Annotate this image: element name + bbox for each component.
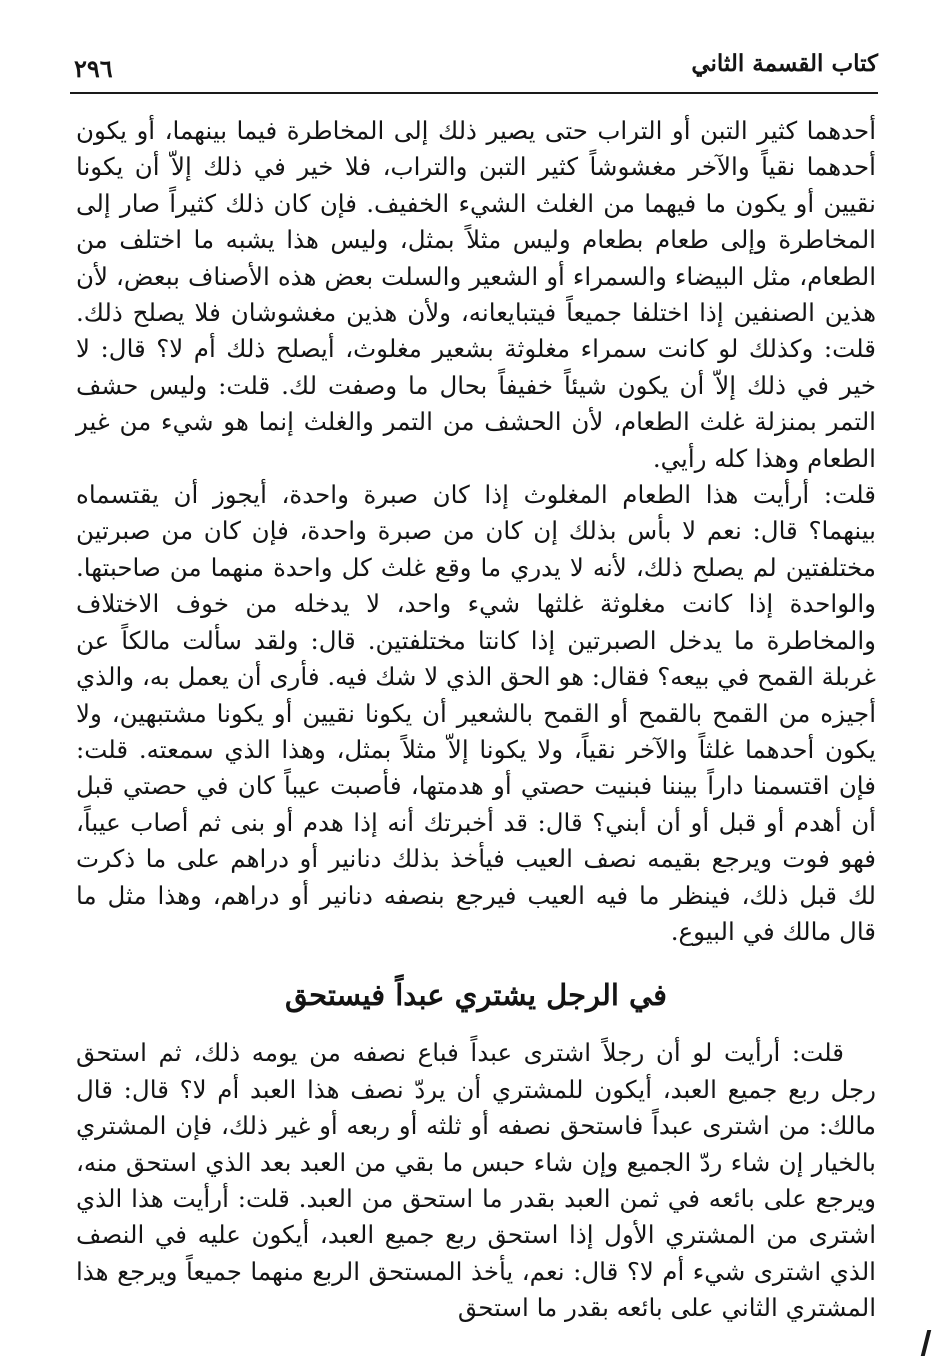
paragraph-2: قلت: أرأيت هذا الطعام المغلوث إذا كان صبرة واحدة، أيجوز أن يقتسماه بينهما؟ قال: نعم لا بأس بذلك إن كان من صبرة واحدة، فإن كان من صبرتين مختلفتين لم يصلح ذلك، لأنه لا يدري ما وقع غلث كل واحدة منهما من صاحبتها. والواحدة إذا كانت مغلوثة غلثها شيء واحد، لا يدخله من خوف الاختلاف والمخاطرة ما يدخل الصبرتين إذا كانتا مختلفتين. قال: ولقد سألت مالكاً عن غربلة القمح في بيعه؟ فقال: هو الحق الذي لا شك فيه. فأرى أن يعمل به، والذي أجيزه من القمح بالقمح أو القمح بالشعير أن يكونا نقيين أو يكونا مشتبهين، ولا يكون أحدهما غلثاً والآخر نقياً، ولا يكونا إلاّ مثلاً بمثل، وهذا الذي سمعته. قلت: فإن اقتسمنا داراً بيننا فبنيت حصتي أو هدمتها، فأصبت عيباً كان في حصتي قبل أن أهدم أو قبل أو أن أبني؟ قال: قد أخبرتك أنه إذا هدم أو بنى ثم أصاب عيباً، فهو فوت ويرجع بقيمه نصف العيب فيأخذ بذلك دنانير أو دراهم على ما ذكرت لك قبل ذلك، فينظر ما فيه العيب فيرجع بنصفه دنانير أو دراهم، وهذا مثل ما قال مالك في البيوع. [76,480,876,946]
paragraph-3: قلت: أرأيت لو أن رجلاً اشترى عبداً فباع نصفه من يومه ذلك، ثم استحق رجل ربع جميع العبد، أيكون للمشتري أن يردّ نصف هذا العبد أم لا؟ قال: قال مالك: من اشترى عبداً فاستحق نصفه أو ثلثه أو ربعه أو غير ذلك، فإن المشتري بالخيار إن شاء ردّ الجميع وإن شاء حبس ما بقي من العبد بعد الذي استحق منه، ويرجع على بائعه في ثمن العبد بقدر ما استحق من العبد. قلت: أرأيت هذا الذي اشترى من المشتري الأول إذا استحق ربع جميع العبد، أيكون عليه في النصف الذي اشترى شيء أم لا؟ قال: نعم، يأخذ المستحق الربع منهما جميعاً ويرجع هذا المشتري الثاني على بائعه بقدر ما استحق [76,1038,876,1323]
paragraph-1: أحدهما كثير التبن أو التراب حتى يصير ذلك إلى المخاطرة فيما بينهما، أو يكون أحدهما نقياً والآخر مغشوشاً كثير التبن والتراب، فلا خير في ذلك إلاّ أن يكونا نقيين أو يكون ما فيهما من الغلث الشيء الخفيف. فإن كان ذلك كثيراً صار إلى المخاطرة وإلى طعام بطعام وليس مثلاً بمثل، وليس هذا يشبه ما اختلف من الطعام، مثل البيضاء والسمراء أو الشعير والسلت بعض هذه الأصناف ببعض، لأن هذين الصنفين إذا اختلفا جميعاً فيتبايعانه، ولأن هذين مغشوشان فلا يصلح ذلك. قلت: وكذلك لو كانت سمراء مغلوثة بشعير مغلوث، أيصلح ذلك أم لا؟ قال: لا خير في ذلك إلاّ أن يكون شيئاً خفيفاً بحال ما وصفت لك. قلت: وليس حشف التمر بمنزلة غلث الطعام، لأن الحشف من التمر والغلث إنما هو شيء من غير الطعام وهذا كله رأيي. [76,116,876,473]
section-heading: في الرجل يشتري عبداً فيستحق [284,978,668,1013]
margin-mark [921,1330,931,1356]
page-number: ٢٩٦ [74,54,113,83]
running-title: كتاب القسمة الثاني [691,50,878,77]
page-header [70,42,878,94]
page-body [76,113,876,1327]
